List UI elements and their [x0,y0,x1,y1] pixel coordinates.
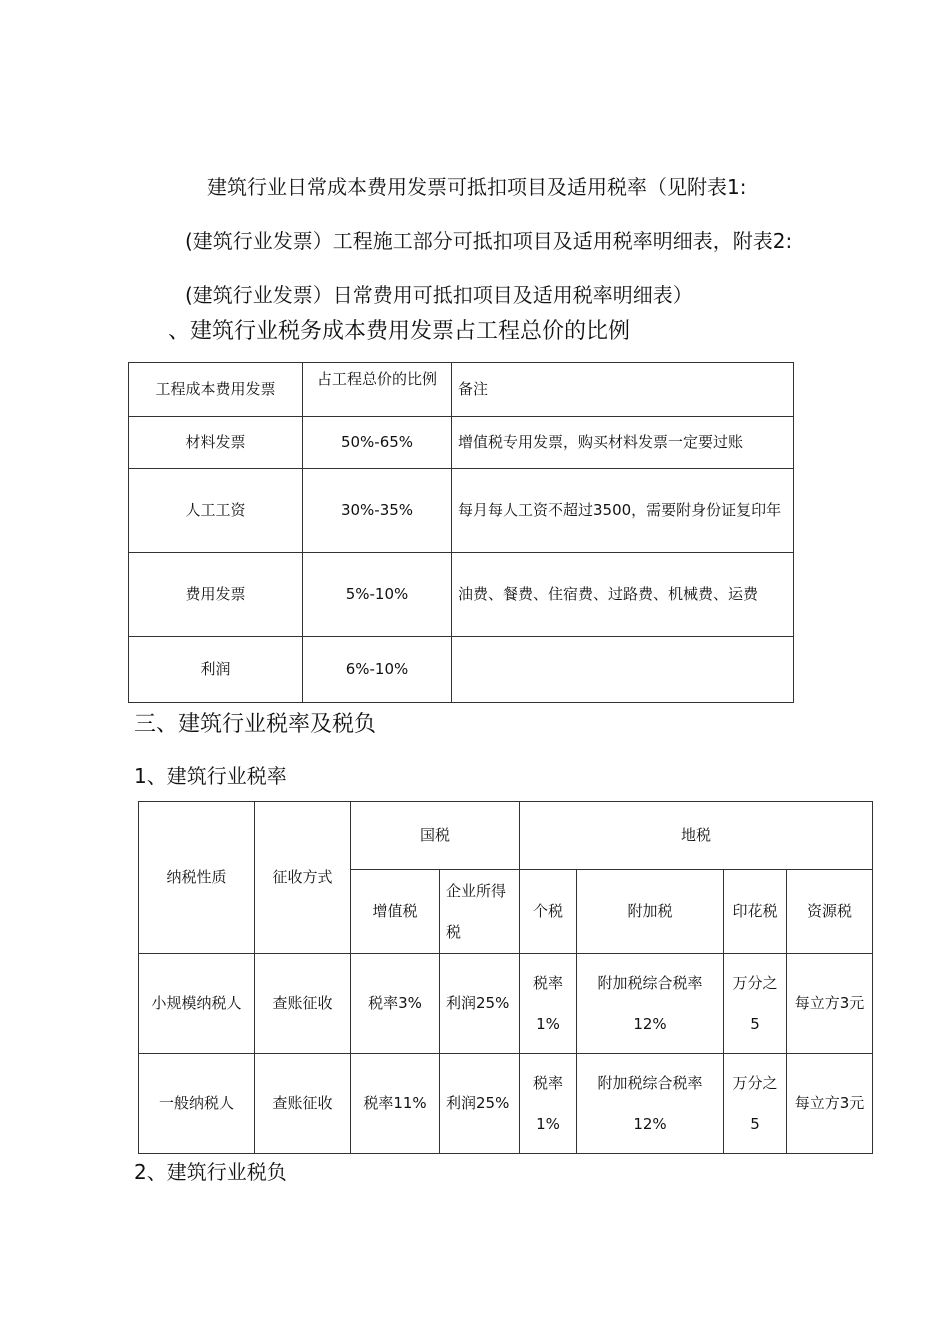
cell-collection-method: 查账征收 [255,1054,351,1154]
cell-stamp-tax: 万分之5 [724,954,787,1054]
cell-note [452,637,794,703]
cell-ratio: 6%-10% [303,637,452,703]
header-taxpayer-type: 纳税性质 [139,802,255,954]
header-note: 备注 [452,363,794,417]
table-row [129,637,794,703]
cell-item: 人工工资 [129,469,303,553]
cost-ratio-table [128,362,794,703]
header-vat: 增值税 [351,870,440,954]
tax-rate-table [138,801,873,1154]
cell-corporate-income-tax: 利润25% [440,1054,520,1154]
cell-note: 每月每人工资不超过3500，需要附身份证复印年 [452,469,794,553]
subsection-2-title: 2、建筑行业税负 [134,1160,287,1184]
header-stamp-tax: 印花税 [724,870,787,954]
cell-item: 材料发票 [129,417,303,469]
cell-stamp-tax: 万分之5 [724,1054,787,1154]
cell-surtax: 附加税综合税率12% [577,1054,724,1154]
cell-resource-tax: 每立方3元 [787,954,873,1054]
cell-item: 利润 [129,637,303,703]
cell-note: 增值税专用发票，购买材料发票一定要过账 [452,417,794,469]
table-row [129,417,794,469]
header-surtax: 附加税 [577,870,724,954]
table-header-row [139,802,873,870]
cell-resource-tax: 每立方3元 [787,1054,873,1154]
table-header-row [129,363,794,417]
header-ratio: 占工程总价的比例 [303,363,452,417]
cell-vat: 税率11% [351,1054,440,1154]
header-personal-income-tax: 个税 [520,870,577,954]
cell-personal-income-tax: 税率1% [520,1054,577,1154]
cell-taxpayer-type: 小规模纳税人 [139,954,255,1054]
cell-personal-income-tax: 税率1% [520,954,577,1054]
intro-line-2: (建筑行业发票）工程施工部分可抵扣项目及适用税率明细表，附表2: [185,229,793,253]
header-collection-method: 征收方式 [255,802,351,954]
table-row [129,469,794,553]
header-local-tax: 地税 [520,802,873,870]
subsection-1-title: 1、建筑行业税率 [134,764,287,788]
section-3-title: 三、建筑行业税率及税负 [134,712,377,737]
table-row [139,954,873,1054]
cell-collection-method: 查账征收 [255,954,351,1054]
table-row [129,553,794,637]
table-row [139,1054,873,1154]
section-2-title: 、建筑行业税务成本费用发票占工程总价的比例 [168,319,631,344]
cell-vat: 税率3% [351,954,440,1054]
cell-ratio: 30%-35% [303,469,452,553]
intro-line-1: 建筑行业日常成本费用发票可抵扣项目及适用税率（见附表1: [207,175,747,199]
cell-item: 费用发票 [129,553,303,637]
cell-taxpayer-type: 一般纳税人 [139,1054,255,1154]
intro-line-3: (建筑行业发票）日常费用可抵扣项目及适用税率明细表） [185,283,693,307]
cell-note: 油费、餐费、住宿费、过路费、机械费、运费 [452,553,794,637]
header-resource-tax: 资源税 [787,870,873,954]
cell-corporate-income-tax: 利润25% [440,954,520,1054]
cell-ratio: 5%-10% [303,553,452,637]
header-national-tax: 国税 [351,802,520,870]
cell-surtax: 附加税综合税率12% [577,954,724,1054]
intro-paragraph [185,160,875,322]
cell-ratio: 50%-65% [303,417,452,469]
header-cost-invoice: 工程成本费用发票 [129,363,303,417]
header-corporate-income-tax: 企业所得税 [440,870,520,954]
